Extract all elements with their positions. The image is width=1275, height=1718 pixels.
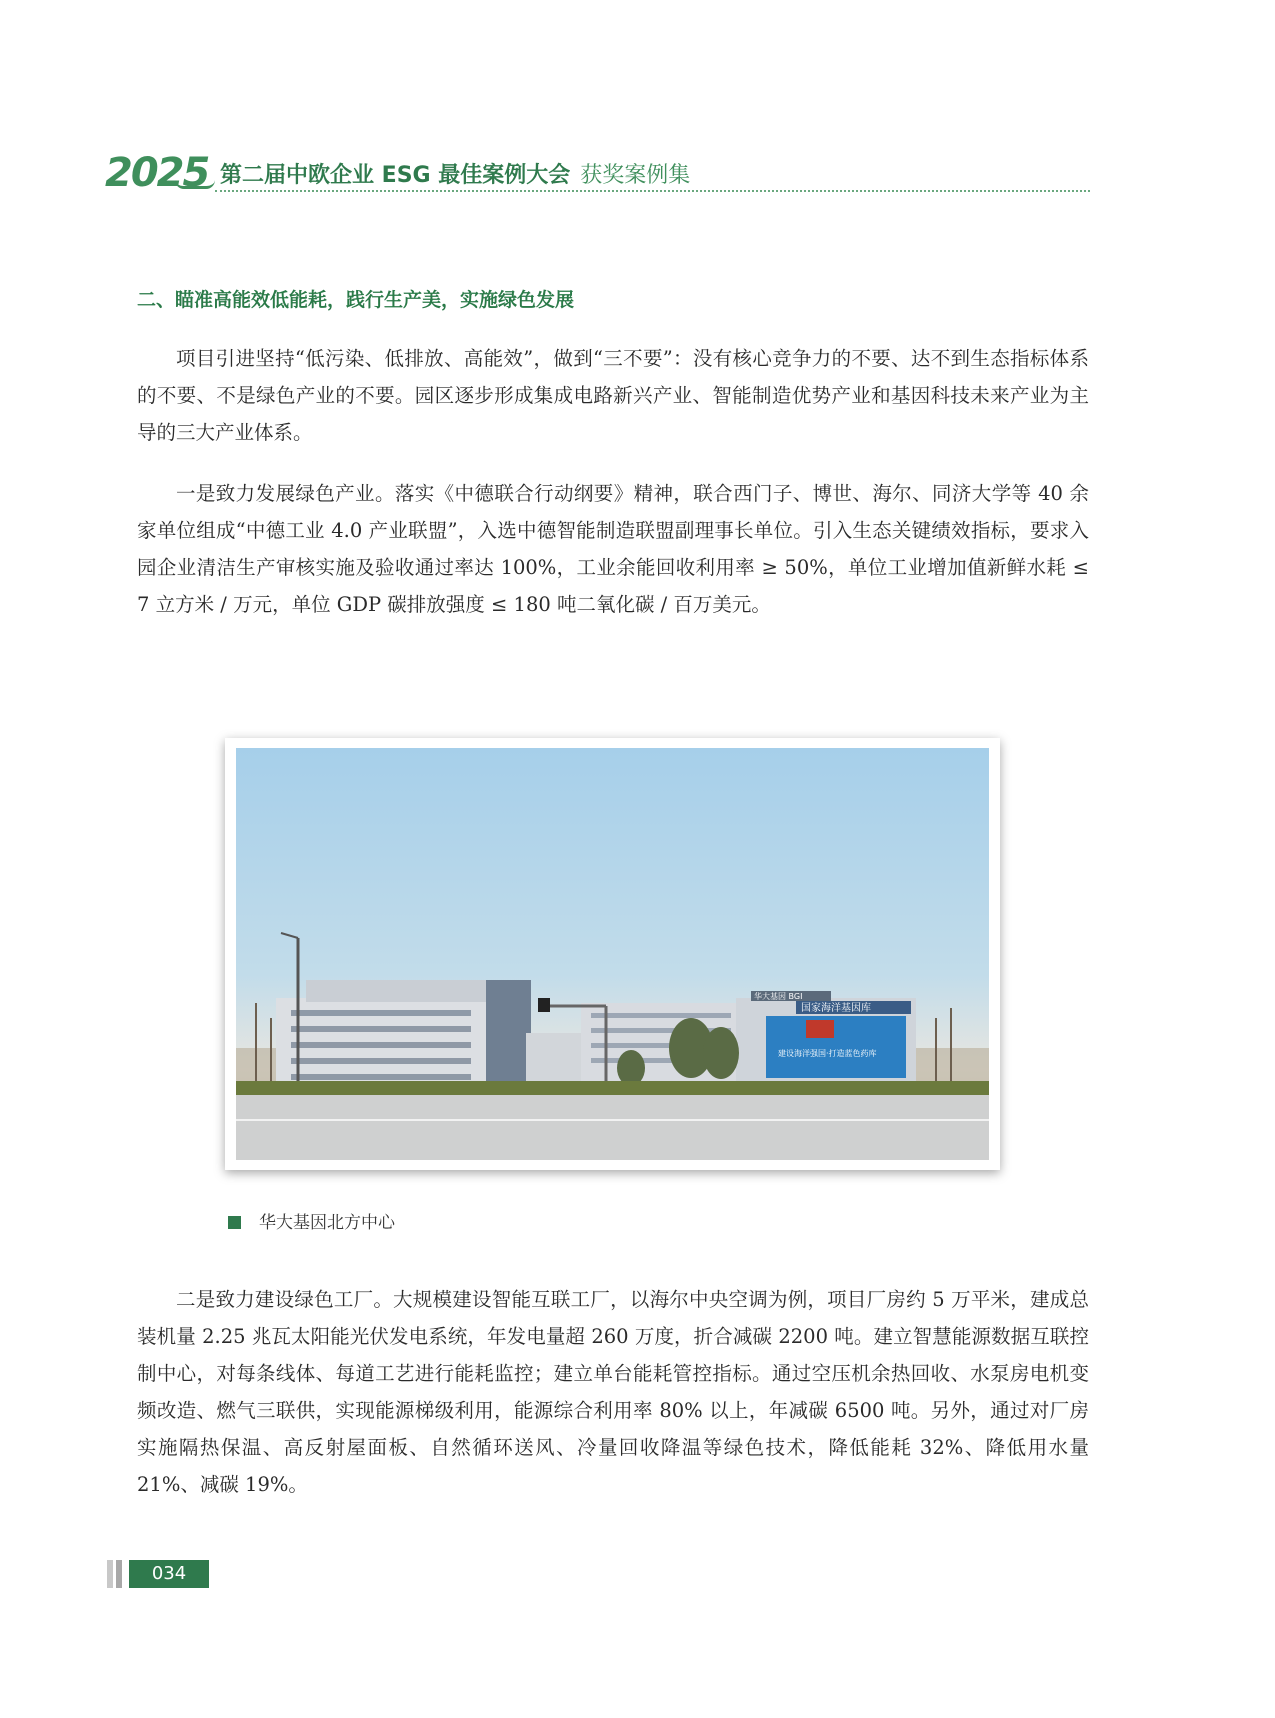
header-title xyxy=(220,158,690,189)
caption-text: 华大基因北方中心 xyxy=(259,1213,395,1233)
section-heading: 二、瞄准高能效低能耗，践行生产美，实施绿色发展 xyxy=(137,289,575,311)
building-photo xyxy=(236,748,989,1160)
logo-swoosh xyxy=(175,180,215,189)
paragraph-3: 二是致力建设绿色工厂。大规模建设智能互联工厂，以海尔中央空调为例，项目厂房约 5 万平米，建成总装机量 2.25 兆瓦太阳能光伏发电系统，年发电量超 260 万度，折合减碳 2200 吨。建立智慧能源数据互联控制中心，对每条线体、每道工艺进行能耗监控；建立单台能耗管控指标。通过空压机余热回收、水泵房电机变频改造、燃气三联供，实现能源梯级利用，能源综合利用率 80% 以上，年减碳 6500 吨。另外，通过对厂房实施隔热保温、高反射屋面板、自然循环送风、冷量回收降温等绿色技术，降低能耗 32%、降低用水量 21%、减碳 19%。 xyxy=(137,1288,1089,1496)
page-number-bar-1 xyxy=(107,1560,113,1588)
header-subtitle: 获奖案例集 xyxy=(580,163,691,188)
figure-caption xyxy=(228,1208,395,1233)
page-number-bar-2 xyxy=(116,1560,122,1588)
billboard-text: 建设海洋强国·打造蓝色药库 xyxy=(778,1049,877,1058)
header-title-text: 第二届中欧企业 ESG 最佳案例大会 xyxy=(220,163,571,188)
page-number-label: 034 xyxy=(129,1560,209,1588)
paragraph-1: 项目引进坚持“低污染、低排放、高能效”，做到“三不要”：没有核心竞争力的不要、达不到生态指标体系的不要、不是绿色产业的不要。园区逐步形成集成电路新兴产业、智能制造优势产业和基因科技未来产业为主导的三大产业体系。 xyxy=(137,347,1089,444)
header-divider xyxy=(215,190,1090,192)
caption-marker xyxy=(228,1216,241,1229)
figure-photo-frame xyxy=(225,738,1000,1170)
building-photo-illustration xyxy=(236,748,989,1160)
paragraph-2: 一是致力发展绿色产业。落实《中德联合行动纲要》精神，联合西门子、博世、海尔、同济大学等 40 余家单位组成“中德工业 4.0 产业联盟”，入选中德智能制造联盟副理事长单位。引入生态关键绩效指标，要求入园企业清洁生产审核实施及验收通过率达 100%，工业余能回收利用率 ≥ 50%，单位工业增加值新鲜水耗 ≤ 7 立方米 / 万元，单位 GDP 碳排放强度 ≤ 180 吨二氧化碳 / 百万美元。 xyxy=(137,482,1089,616)
page-header xyxy=(105,150,1090,200)
logo-2025: 2025 xyxy=(105,150,209,196)
sign-text-1: 华大基因 BGI xyxy=(754,992,803,1001)
sign-text-2: 国家海洋基因库 xyxy=(801,1003,871,1014)
